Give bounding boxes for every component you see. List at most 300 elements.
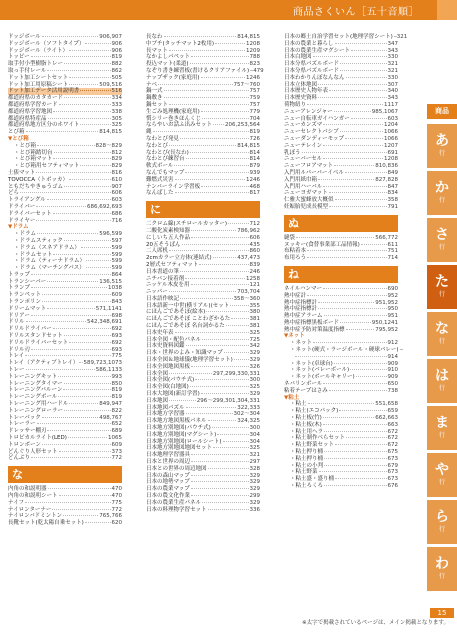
leader-dots [69, 77, 110, 78]
entry-page: 373 [111, 448, 122, 455]
entry-name: どんぐり人形セット [8, 448, 58, 455]
index-entry [284, 109, 398, 116]
entry-page: 299 [249, 493, 260, 499]
sidebar-main-tab[interactable]: 商品 [427, 104, 457, 119]
kana-tab-letter: や [435, 462, 449, 478]
kana-tab-2[interactable] [427, 218, 457, 262]
entry-page: 329 [249, 350, 260, 357]
leader-dots [26, 131, 99, 132]
index-entry [8, 163, 122, 170]
entry-name: トラップ [8, 271, 30, 278]
entry-name: ・粘土押り桶 [290, 449, 324, 456]
entry-name: 鍋敷き [146, 95, 163, 102]
entry-name: 日本地理学習器具 [146, 452, 191, 459]
entry-page: 206,253,564 [225, 122, 260, 129]
entry-name: 日本の料理物学習セット [146, 506, 207, 513]
leader-dots [185, 172, 248, 173]
entry-name: 日本全図 [146, 370, 169, 377]
leader-dots [69, 84, 98, 85]
entry-page: 325 [249, 445, 260, 452]
leader-dots [37, 145, 94, 146]
entry-name: トッピー [8, 54, 30, 61]
leader-dots [164, 97, 249, 98]
entry-name: 熱中症アラーム [284, 313, 323, 320]
leader-dots [53, 254, 110, 255]
index-entry [146, 221, 260, 228]
entry-name: 生ごみ処理機(家庭用) [146, 108, 200, 115]
leader-dots [329, 390, 387, 391]
kana-tab-3[interactable] [427, 265, 457, 309]
leader-dots [80, 165, 110, 166]
entry-page: 912 [387, 340, 398, 347]
entry-page: 329 [249, 391, 260, 398]
index-entry [284, 388, 398, 395]
entry-name: トレーニングキット [8, 373, 58, 380]
entry-page: 828～829 [95, 142, 122, 149]
index-entry [8, 211, 122, 218]
page-number: 15 [430, 608, 454, 618]
index-entry [8, 520, 122, 527]
entry-page: 952 [387, 292, 398, 299]
entry-name: ・ドラム [14, 231, 36, 238]
index-entry [284, 422, 398, 429]
entry-page: 1066 [384, 135, 398, 142]
leader-dots [191, 475, 249, 476]
leader-dots [153, 131, 249, 132]
index-entry [146, 170, 260, 177]
leader-dots [329, 192, 387, 193]
leader-dots [223, 441, 249, 442]
entry-name: 都道府県のカタカード [8, 95, 64, 102]
entry-name: ・ネット(卓球台) [290, 360, 333, 367]
index-entry [284, 197, 398, 204]
leader-dots [302, 152, 387, 153]
leader-dots [169, 250, 248, 251]
leader-dots [81, 247, 111, 248]
entry-name: トレーニングローラー [8, 407, 63, 414]
leader-dots [175, 192, 249, 193]
leader-dots [345, 172, 387, 173]
entry-page: 690 [387, 285, 398, 292]
entry-name: にほんごであそぼ(絵本) [146, 309, 206, 316]
leader-dots [186, 413, 233, 414]
entry-name: 入門用紙巾箱 [284, 176, 318, 183]
index-entry [8, 184, 122, 191]
entry-page: 381 [249, 323, 260, 330]
leader-dots [31, 457, 110, 458]
entry-page: 1209 [246, 47, 260, 54]
index-entry [146, 459, 260, 466]
entry-name: ドリル刃 [8, 346, 31, 353]
leader-dots [339, 410, 386, 411]
entry-page: 246 [249, 268, 260, 275]
entry-name: ・ドラム（マーチングパス） [14, 265, 85, 272]
index-entry [8, 408, 122, 415]
entry-name: 二人席机 [146, 248, 169, 255]
kana-tab-4[interactable] [427, 312, 457, 356]
index-entry [146, 190, 260, 197]
entry-page: 305 [111, 115, 122, 122]
leader-dots [164, 36, 237, 37]
leader-dots [215, 43, 245, 44]
entry-name: 日本との世界の周辺地図 [146, 465, 207, 472]
entry-page: 829 [111, 156, 122, 163]
entry-page: 330 [387, 74, 398, 81]
entry-name: ドライヤー [8, 217, 36, 224]
entry-name: ドリル [8, 319, 25, 326]
kana-tab-suffix: 行 [438, 197, 445, 204]
entry-page: 329 [249, 499, 260, 506]
entry-name: 慣シリー巻きほんくじ [146, 115, 202, 122]
entry-page: 304 [249, 431, 260, 438]
leader-dots [201, 393, 249, 394]
leader-dots [307, 250, 386, 251]
entry-name: ・粘土野菜セット [290, 442, 335, 449]
entry-name: ニューバーセル [284, 156, 323, 163]
kana-tab-suffix: 行 [438, 338, 445, 345]
entry-page: 121 [249, 282, 260, 289]
entry-page: 819 [111, 394, 122, 401]
entry-page: 675 [387, 449, 398, 456]
entry-name: ・ネット(ボールキャリー) [290, 374, 355, 381]
kana-tab-suffix: 行 [438, 432, 445, 439]
kana-tab-0[interactable] [427, 124, 457, 168]
leader-dots [79, 362, 82, 363]
leader-dots [63, 389, 110, 390]
index-entry [8, 122, 122, 129]
leader-dots [42, 294, 110, 295]
leader-dots [323, 288, 386, 289]
entry-name: ナップザック(家庭用) [146, 74, 200, 81]
entry-page: 1258 [246, 275, 260, 282]
index-entry [284, 320, 398, 327]
entry-name: 長靴セット(乾太陽自乗セット) [8, 520, 84, 527]
index-entry [8, 61, 122, 68]
entry-name: 二クロム線(スチロールカッター) [146, 221, 228, 228]
entry-name: 日本全図(パウチ式) [146, 377, 195, 384]
leader-dots [356, 376, 387, 377]
index-entry [146, 88, 260, 95]
entry-name: ニューヨガマット [284, 190, 328, 197]
entry-page: 882 [111, 61, 122, 68]
entry-page: 297 [249, 459, 260, 466]
entry-name: ▼とび箱 [8, 135, 29, 142]
entry-name: ・粘土盛・盛り桶 [290, 476, 335, 483]
entry-page: 1246 [246, 74, 260, 81]
index-entry [284, 286, 398, 293]
leader-dots [186, 345, 249, 346]
entry-page: 300 [249, 425, 260, 432]
leader-dots [58, 396, 110, 397]
entry-name: 中ブチ(タッチマット2枚用) [146, 40, 215, 47]
entry-name: 日本地方地図黒板パネル [146, 418, 207, 425]
entry-page: 686 [111, 210, 122, 217]
leader-dots [191, 366, 248, 367]
entry-page: 839 [249, 261, 260, 268]
index-entry [8, 238, 122, 245]
entry-name: 粘着テープはさみ [284, 387, 328, 394]
leader-dots [47, 70, 110, 71]
leader-dots [36, 220, 110, 221]
leader-dots [335, 43, 387, 44]
index-entry [8, 129, 122, 136]
entry-page: 321 [387, 61, 398, 68]
leader-dots [323, 158, 383, 159]
entry-page: 692 [111, 326, 122, 333]
entry-name: 長マット [146, 47, 168, 54]
entry-page: 692 [111, 339, 122, 346]
leader-dots [64, 240, 111, 241]
entry-name: にほんごであそぼ 名台詞かるた [146, 323, 225, 330]
kana-tab-letter: ま [435, 415, 449, 431]
kana-section-heading: ね [284, 266, 398, 283]
entry-name: 日本の郷土自治学習セット(地理学習シート) [284, 34, 393, 40]
index-entry [146, 235, 260, 242]
leader-dots [182, 244, 249, 245]
entry-name: ・とび箱用セフティマット [14, 163, 80, 170]
entry-name: ドリームマット [8, 305, 47, 312]
index-entry [146, 61, 260, 68]
kana-tab-9[interactable] [427, 547, 457, 591]
entry-name: 長なわ [146, 34, 163, 40]
leader-dots [169, 400, 196, 401]
leader-dots [158, 84, 232, 85]
entry-page: 435 [249, 241, 260, 248]
entry-name: ・とび箱 [14, 142, 37, 149]
kana-tab-1[interactable] [427, 171, 457, 215]
leader-dots [361, 244, 387, 245]
entry-name: どら [8, 190, 20, 197]
entry-name: ドット加工シートセット [8, 74, 69, 81]
entry-name: ・粘土 [290, 401, 307, 408]
index-entry [284, 347, 398, 354]
leader-dots [340, 131, 383, 132]
entry-page: 136,515 [99, 278, 122, 285]
entry-page: 672 [387, 442, 398, 449]
kana-tab-7[interactable] [427, 453, 457, 497]
index-entry [146, 228, 260, 235]
index-entry [8, 493, 122, 500]
index-entry [146, 493, 260, 500]
entry-name: ・粘土ろくろ [290, 483, 324, 490]
leader-dots [52, 509, 110, 510]
entry-page: 609 [111, 292, 122, 299]
entry-name: 鍋一式 [146, 88, 163, 95]
entry-name: ドット加工用原稿シート [8, 81, 69, 88]
entry-name: 日本地図 [146, 397, 169, 404]
entry-name: 日本わかりんぼなんなん [284, 74, 345, 81]
entry-name: ドッジボール（ライト） [8, 47, 69, 54]
index-entry [146, 452, 260, 459]
entry-page: 662,663 [375, 415, 398, 422]
entry-page: 693 [111, 333, 122, 340]
leader-dots [340, 63, 386, 64]
entry-name: ・粘土用ヘラ [290, 428, 324, 435]
entry-page: 498,767 [99, 414, 122, 421]
entry-name: ニューフロアマット [284, 163, 334, 170]
entry-name: トレーニングバルーン [8, 387, 63, 394]
leader-dots [20, 192, 110, 193]
index-entry [146, 425, 260, 432]
entry-page: 909 [387, 374, 398, 381]
index-entry [146, 262, 260, 269]
entry-page: 704 [249, 115, 260, 122]
index-entry [284, 313, 398, 320]
entry-page: 691 [387, 149, 398, 156]
entry-page: 1066 [384, 129, 398, 136]
leader-dots [319, 471, 387, 472]
kana-tab-letter: ら [435, 509, 449, 525]
index-entry [146, 109, 260, 116]
entry-page: 716 [111, 217, 122, 224]
entry-name: 土俵マット [8, 169, 36, 176]
leader-dots [323, 424, 387, 425]
leader-dots [295, 356, 387, 357]
leader-dots [324, 431, 386, 432]
index-entry [8, 41, 122, 48]
leader-dots [174, 165, 248, 166]
leader-dots [335, 478, 386, 479]
leader-dots [64, 410, 111, 411]
index-entry [8, 394, 122, 401]
entry-page: 712 [249, 221, 260, 228]
leader-dots [318, 179, 374, 180]
entry-page: 470 [111, 493, 122, 499]
entry-page: 686,692,693 [87, 203, 122, 210]
leader-dots [191, 56, 248, 57]
entry-name: にほんごであそぼ ことわざかるた [146, 316, 231, 323]
entry-name: 荷物紐り [284, 101, 307, 108]
leader-dots [185, 278, 245, 279]
entry-page: 788 [249, 54, 260, 61]
entry-name: 日本地図パズル [146, 404, 185, 411]
index-entry [284, 415, 398, 422]
entry-name: 難燃式災害 [146, 176, 174, 183]
index-entry [284, 449, 398, 456]
entry-name: ニューアレンジャー [284, 108, 333, 115]
leader-dots [36, 206, 86, 207]
index-entry [146, 323, 260, 330]
leader-dots [208, 420, 237, 421]
entry-name: ・粘土板(竹) [290, 415, 322, 422]
kana-tab-suffix: 行 [438, 291, 445, 298]
leader-dots [195, 379, 248, 380]
entry-name: 熱中症予防対策温度指標 [284, 326, 345, 333]
entry-name: 日本史資料図鑑 [146, 343, 185, 350]
entry-page: 738 [387, 387, 398, 394]
leader-dots [37, 423, 111, 424]
kana-tab-8[interactable] [427, 500, 457, 544]
entry-page: 907 [111, 183, 122, 190]
leader-dots [63, 515, 98, 516]
entry-page: 470 [111, 486, 122, 493]
entry-page: 673 [387, 455, 398, 462]
entry-name: ・粘土押り桶 [290, 455, 324, 462]
footer-note: ※太字で掲載されているページは、メイン掲載となります。 [302, 620, 449, 626]
leader-dots [191, 284, 249, 285]
entry-page: 304 [249, 438, 260, 445]
entry-name: 日本史年表 [146, 329, 174, 336]
entry-name: 日本語新一中世(横リアル)(セット [146, 302, 230, 309]
entry-name: ドレッサー棚刃 [8, 428, 47, 435]
entry-name: ドライバーセット [8, 210, 52, 217]
entry-name: ナンバーライン学習板 [146, 183, 201, 190]
entry-name: ・ネット(バレーボール) [290, 367, 350, 374]
index-entry [146, 364, 260, 371]
entry-page: 599 [111, 251, 122, 258]
entry-name: ドリルドライバー [8, 326, 52, 333]
entry-page: 329 [249, 357, 260, 364]
entry-page: 307 [387, 81, 398, 88]
index-entry [146, 75, 260, 82]
index-entry [8, 109, 122, 116]
entry-page: 834 [387, 190, 398, 197]
leader-dots [186, 158, 249, 159]
leader-dots [324, 465, 386, 466]
entry-page: 296～299,301,304,331 [196, 397, 260, 404]
index-entry [284, 483, 398, 490]
entry-page: 843 [111, 299, 122, 306]
index-entry [146, 466, 260, 473]
entry-name: 日本歴史人物年表 [284, 88, 329, 95]
entry-name: ネイルハンマー [284, 285, 323, 292]
index-entry [146, 357, 260, 364]
kana-tab-letter: さ [435, 227, 449, 243]
leader-dots [346, 437, 386, 438]
leader-dots [191, 230, 236, 231]
leader-dots [31, 274, 111, 275]
leader-dots [318, 308, 386, 309]
entry-page: 321 [387, 67, 398, 74]
entry-name: 日本の地勢マップ [146, 479, 190, 486]
index-entry [8, 306, 122, 313]
entry-name: ヌッキー(食替事業部工品情報) [284, 241, 360, 248]
entry-page: 589,723,1073 [83, 360, 122, 367]
entry-name: ドット加工データ活用説明書 [8, 88, 80, 95]
entry-name: ナイロンバドミントン [8, 513, 63, 520]
entry-name: トランポリン [8, 299, 42, 306]
leader-dots [323, 186, 386, 187]
entry-name: ・粘土野菜 [290, 469, 318, 476]
leader-dots [191, 488, 249, 489]
index-entry [146, 82, 260, 89]
entry-page: 324,325 [237, 418, 260, 425]
entry-name: なわとび(長なわ) [146, 149, 189, 156]
entry-page: 659 [387, 408, 398, 415]
entry-page: 599 [111, 244, 122, 251]
entry-page: 1208 [384, 156, 398, 163]
index-entry [284, 163, 398, 170]
leader-dots [324, 451, 386, 452]
entry-page: 321 [396, 34, 408, 40]
entry-name: ・ドラム（ティーナドラム） [14, 258, 85, 265]
index-entry [8, 170, 122, 177]
leader-dots [313, 342, 386, 343]
kana-tab-6[interactable] [427, 406, 457, 450]
entry-page: 611 [387, 241, 398, 248]
entry-page: 325 [249, 384, 260, 391]
index-entry [284, 136, 398, 143]
entry-page: 985,1067 [371, 108, 398, 115]
entry-name: ・とび箱マット [14, 156, 53, 163]
entry-page: 381 [249, 316, 260, 323]
leader-dots [231, 318, 248, 319]
entry-page: 610 [111, 176, 122, 183]
leader-dots [85, 522, 111, 523]
kana-tab-5[interactable] [427, 359, 457, 403]
entry-name: トレーニングタイマー [8, 380, 63, 387]
index-entry [284, 95, 398, 102]
